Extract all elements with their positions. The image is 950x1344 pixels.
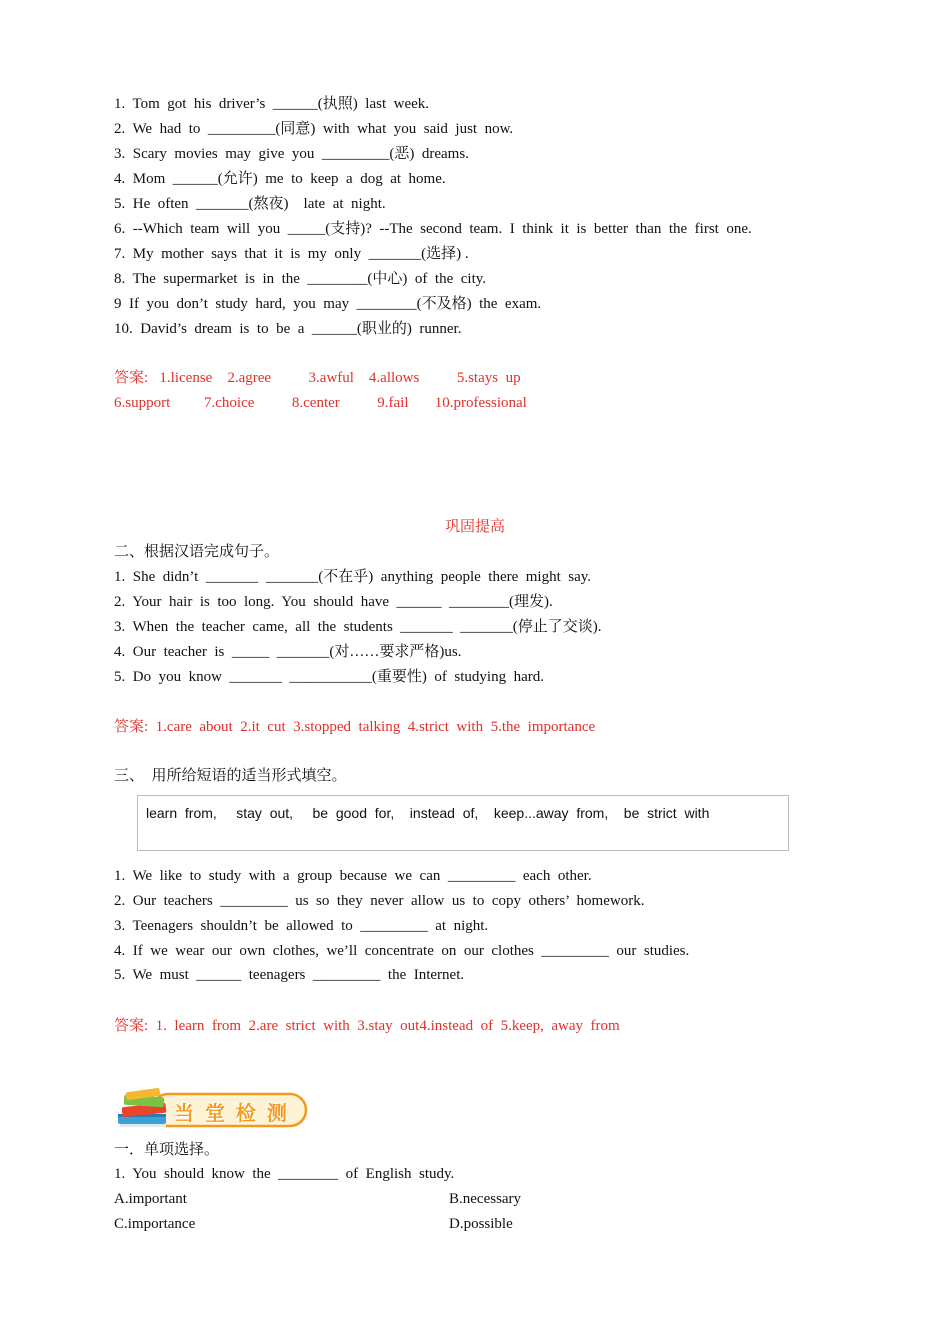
mc-option-d: D.possible (449, 1216, 513, 1232)
mc-option-b: B.necessary (449, 1191, 522, 1207)
translation-item-4: 4. Our teacher is _____ _______(对……要求严格)us. (114, 644, 462, 660)
exercise-item-3: 3. Scary movies may give you _________(恶) dreams. (114, 146, 469, 162)
fill-item-3: 3. Teenagers shouldn’t be allowed to _________ at night. (114, 918, 489, 934)
mc-question-1: 1. You should know the ________ of English study. (114, 1166, 455, 1182)
exercise-item-4: 4. Mom ______(允许) me to keep a dog at home. (114, 171, 446, 187)
answer-key: 答案: 1. learn from 2.are strict with 3.stay out4.instead of 5.keep, away from (114, 1018, 620, 1034)
phrase-list: learn from, stay out, be good for, instead of, keep...away from, be strict with (146, 805, 710, 821)
section-heading: 巩固提高 (444, 519, 505, 535)
section-subtitle: 一．单项选择。 (114, 1142, 220, 1158)
exercise-item-1: 1. Tom got his driver’s ______(执照) last week. (114, 96, 430, 112)
answer-key-line-1: 答案: 1.license 2.agree 3.awful 4.allows 5.stays up (114, 370, 521, 386)
fill-item-5: 5. We must ______ teenagers _________ the Internet. (114, 967, 465, 983)
fill-item-4: 4. If we wear our own clothes, we’ll concentrate on our clothes _________ our studies. (114, 943, 690, 959)
section-subtitle: 三、 用所给短语的适当形式填空。 (114, 768, 347, 784)
exercise-item-8: 8. The supermarket is in the ________(中心) of the city. (114, 271, 487, 287)
section-banner (112, 1086, 308, 1132)
exercise-item-10: 10. David’s dream is to be a ______(职业的) runner. (114, 321, 462, 337)
mc-option-c: C.importance (114, 1216, 196, 1232)
exercise-item-7: 7. My mother says that it is my only _______(选择) . (114, 246, 469, 262)
answer-key: 答案: 1.care about 2.it cut 3.stopped talking 4.strict with 5.the importance (114, 719, 596, 735)
translation-item-3: 3. When the teacher came, all the students _______ _______(停止了交谈). (114, 619, 602, 635)
exercise-item-2: 2. We had to _________(同意) with what you said just now. (114, 121, 514, 137)
answer-key-line-2: 6.support 7.choice 8.center 9.fail 10.professional (114, 395, 527, 411)
translation-item-1: 1. She didn’t _______ _______(不在乎) anything people there might say. (114, 569, 592, 585)
exercise-item-9: 9 If you don’t study hard, you may ________(不及格) the exam. (114, 296, 542, 312)
mc-option-a: A.important (114, 1191, 187, 1207)
fill-item-2: 2. Our teachers _________ us so they never allow us to copy others’ homework. (114, 893, 645, 909)
section-subtitle: 二、根据汉语完成句子。 (114, 544, 280, 560)
translation-item-5: 5. Do you know _______ ___________(重要性) of studying hard. (114, 669, 544, 685)
banner-title: 当 堂 检 测 (174, 1101, 289, 1125)
translation-item-2: 2. Your hair is too long. You should have ______ ________(理发). (114, 594, 553, 610)
exercise-item-5: 5. He often _______(熬夜) late at night. (114, 196, 386, 212)
exercise-item-6: 6. --Which team will you _____(支持)? --The second team. I think it is better than the first one. (114, 221, 752, 237)
fill-item-1: 1. We like to study with a group because we can _________ each other. (114, 868, 592, 884)
phrase-box (137, 795, 789, 851)
